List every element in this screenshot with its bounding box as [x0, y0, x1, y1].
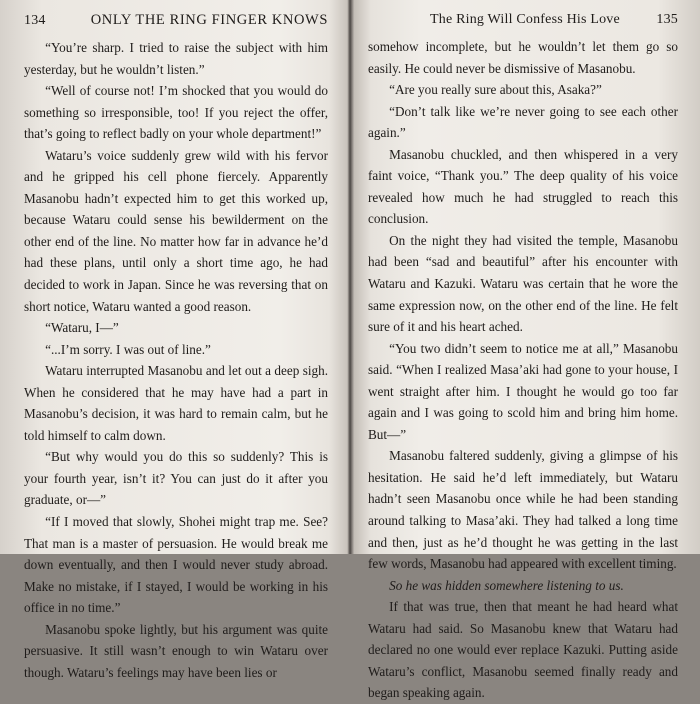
paragraph: “Don’t talk like we’re never going to see each other again.”: [368, 103, 678, 141]
right-running-head: The Ring Will Confess His Love: [430, 12, 620, 27]
paragraph: “You’re sharp. I tried to raise the subject with him yesterday, but he wouldn’t listen.”: [24, 40, 328, 77]
paragraph: On the night they had visited the temple, Masanobu had been “sad and beautiful” after his encounter with Wataru and Kazuki. Wataru was certain that he wore the same expression now, on the other end of the line. He felt sure of it and his heart ached.: [368, 232, 678, 335]
paragraph: “If I moved that slowly, Shohei might trap me. See? That man is a master of persuasion. He would break me down eventually, and then I would never study abroad. Make no mistake, if I stayed, I would be working in his office in no time.”: [24, 514, 328, 616]
right-page-text: [368, 36, 678, 704]
right-page-header: [368, 12, 678, 28]
paragraph: “Well of course not! I’m shocked that you would do something so irresponsible, too! If you reject the offer, that’s going to reflect badly on your whole department!”: [24, 83, 328, 142]
paragraph: If that was true, then that meant he had heard what Wataru had said. So Masanobu knew that Wataru had declared no one would ever replace Kazuki. Putting aside Wataru’s conflict, Masanobu seemed finally ready and began speaking again.: [368, 599, 678, 701]
paragraph: “You two didn’t seem to notice me at all,” Masanobu said. “When I realized Masa’aki had gone to your house, I went straight after him. I thought he would go too far again and I was going to scold him and bring him home. But—”: [368, 340, 678, 442]
paragraph: “Are you really sure about this, Asaka?”: [389, 82, 602, 98]
paragraph: Masanobu chuckled, and then whispered in a very faint voice, “Thank you.” The deep quality of his voice revealed how much he had struggled to reach this conclusion.: [368, 146, 678, 227]
left-page-text: [24, 37, 328, 683]
left-page-header: [24, 12, 328, 29]
left-page-number: 134: [24, 13, 46, 28]
paragraph: Wataru interrupted Masanobu and let out a deep sigh. When he considered that he may have had a part in Masanobu’s decision, it was hard to remain calm, but he told himself to calm down.: [24, 363, 328, 443]
paragraph: “Wataru, I—”: [45, 320, 119, 336]
paragraph-italic-thought: So he was hidden somewhere listening to us.: [389, 577, 624, 593]
right-page: [360, 0, 700, 701]
paragraph: “But why would you do this so suddenly? This is your fourth year, isn’t it? You can just do it after you graduate, or—”: [24, 449, 328, 508]
paragraph: Masanobu faltered suddenly, giving a glimpse of his hesitation. He said he’d left immediately, but Wataru hadn’t seen Masanobu once while he had been standing around talking to Masa’aki. They had talked a long time and then, just as he’d thought he was getting in the last few words, Masanobu had appeared with excellent timing.: [368, 448, 678, 572]
paragraph: Wataru’s voice suddenly grew wild with his fervor and he gripped his cell phone fiercely. Apparently Masanobu hadn’t expected him to get this worked up, because Wataru could sense his bewilderment on the other end of the line. No matter how far in advance he’d had these plans, until only a short time ago, he had decided to work in Japan. Since he was reversing that on short notice, Wataru wanted a good reason.: [24, 147, 328, 314]
left-running-head: ONLY THE RING FINGER KNOWS: [90, 12, 328, 28]
paragraph: “...I’m sorry. I was out of line.”: [45, 341, 211, 357]
paragraph: somehow incomplete, but he wouldn’t let them go so easily. He could never be dismissive of Masanobu.: [368, 39, 678, 76]
left-page: [0, 0, 340, 680]
paragraph: Masanobu spoke lightly, but his argument was quite persuasive. It still wasn’t enough to win Wataru over though. Wataru’s feelings may have been lies or: [24, 621, 328, 680]
right-page-number: 135: [656, 12, 678, 27]
